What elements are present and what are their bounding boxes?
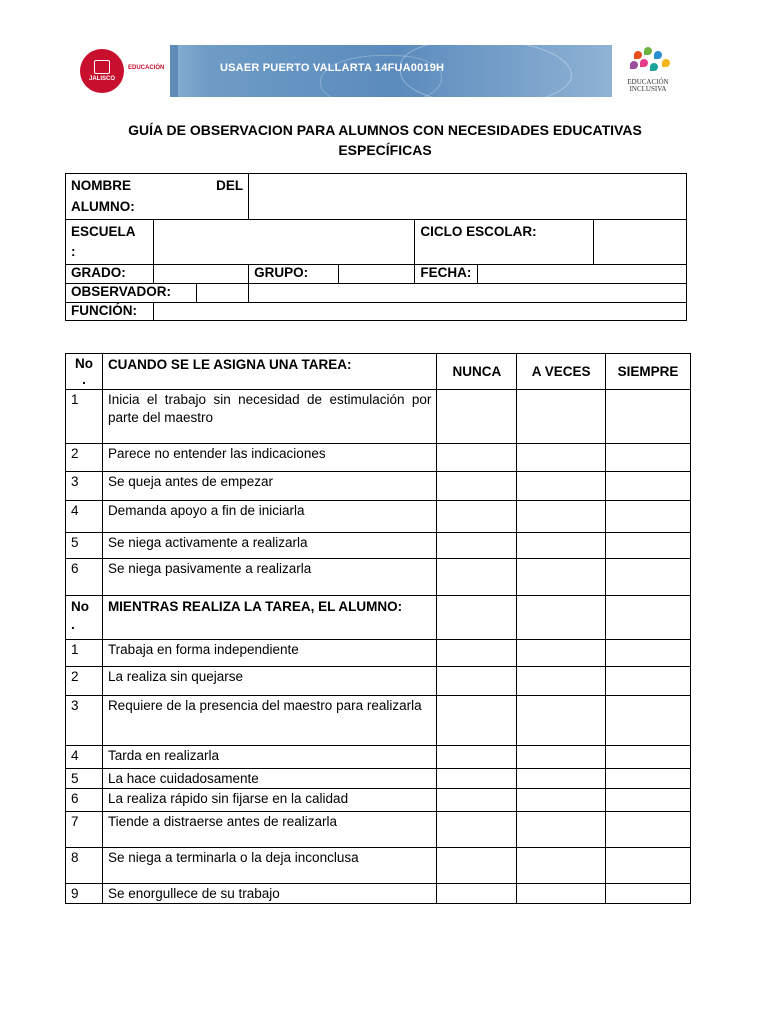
funcion-label: FUNCIÓN: [66, 303, 154, 321]
table-row [66, 444, 691, 472]
siempre-cell[interactable] [606, 533, 691, 559]
a-veces-cell[interactable] [517, 640, 606, 667]
nunca-header: NUNCA [437, 354, 517, 390]
table-row [66, 501, 691, 533]
a-veces-cell[interactable] [517, 789, 606, 812]
grado-field[interactable] [153, 265, 249, 284]
table-row [66, 789, 691, 812]
nunca-cell[interactable] [437, 444, 517, 472]
siempre-cell[interactable] [606, 746, 691, 769]
title-line-2: ESPECÍFICAS [338, 142, 432, 158]
a-veces-cell[interactable] [517, 884, 606, 904]
item-number: 2 [66, 667, 103, 696]
item-text: La hace cuidadosamente [102, 769, 436, 789]
observador-field-start[interactable] [197, 284, 248, 302]
no-header [66, 354, 103, 390]
logo-line2: INCLUSIVA [629, 85, 667, 93]
siempre-cell[interactable] [606, 640, 691, 667]
nunca-cell[interactable] [437, 746, 517, 769]
table-row [66, 812, 691, 848]
a-veces-header: A VECES [517, 354, 606, 390]
nunca-cell[interactable] [437, 884, 517, 904]
alumno-word: ALUMNO: [71, 199, 135, 214]
siempre-cell[interactable] [606, 390, 691, 444]
item-number: 7 [66, 812, 103, 848]
siempre-header: SIEMPRE [606, 354, 691, 390]
nunca-cell[interactable] [437, 559, 517, 596]
item-number: 8 [66, 848, 103, 884]
item-text: Se niega activamente a realizarla [102, 533, 436, 559]
no-header-2b: . [71, 617, 75, 632]
jalisco-logo [80, 49, 124, 93]
item-number: 2 [66, 444, 103, 472]
a-veces-cell[interactable] [517, 746, 606, 769]
item-text: Se niega a terminarla o la deja inconclusa [102, 848, 436, 884]
item-text: Demanda apoyo a fin de iniciarla [102, 501, 436, 533]
item-text: Se queja antes de empezar [102, 472, 436, 501]
item-number: 3 [66, 696, 103, 746]
grupo-field[interactable] [339, 265, 415, 284]
document-title [60, 120, 710, 160]
item-text: Tarda en realizarla [102, 746, 436, 769]
item-number: 9 [66, 884, 103, 904]
item-text: La realiza sin quejarse [102, 667, 436, 696]
banner-stripe [170, 45, 178, 97]
item-number: 4 [66, 746, 103, 769]
nunca-cell[interactable] [437, 596, 517, 640]
table-row [66, 769, 691, 789]
section-2-header: MIENTRAS REALIZA LA TAREA, EL ALUMNO: [102, 596, 436, 640]
item-text: Se niega pasivamente a realizarla [102, 559, 436, 596]
nunca-cell[interactable] [437, 501, 517, 533]
nunca-cell[interactable] [437, 812, 517, 848]
item-number: 4 [66, 501, 103, 533]
table-row [66, 667, 691, 696]
no-header-2 [66, 596, 103, 640]
table-row [66, 533, 691, 559]
item-number: 1 [66, 640, 103, 667]
siempre-cell[interactable] [606, 596, 691, 640]
title-line-1: GUÍA DE OBSERVACION PARA ALUMNOS CON NECESIDADES EDUCATIVAS [128, 122, 642, 138]
fecha-label: FECHA: [415, 265, 478, 284]
escuela-colon: : [71, 244, 76, 259]
siempre-cell[interactable] [606, 884, 691, 904]
observador-label: OBSERVADOR: [66, 284, 197, 302]
item-number: 6 [66, 559, 103, 596]
a-veces-cell[interactable] [517, 559, 606, 596]
nunca-cell[interactable] [437, 848, 517, 884]
a-veces-cell[interactable] [517, 533, 606, 559]
nombre-label [66, 174, 249, 220]
siempre-cell[interactable] [606, 769, 691, 789]
header-banner [70, 45, 612, 97]
item-text: Trabaja en forma independiente [102, 640, 436, 667]
a-veces-cell[interactable] [517, 848, 606, 884]
item-number: 5 [66, 769, 103, 789]
a-veces-cell[interactable] [517, 667, 606, 696]
observador-field[interactable] [249, 284, 687, 303]
siempre-cell[interactable] [606, 472, 691, 501]
educacion-label: EDUCACIÓN [128, 65, 165, 71]
table-row [66, 746, 691, 769]
siempre-cell[interactable] [606, 559, 691, 596]
item-text: La realiza rápido sin fijarse en la calidad [102, 789, 436, 812]
nunca-cell[interactable] [437, 533, 517, 559]
nunca-cell[interactable] [437, 667, 517, 696]
funcion-field[interactable] [153, 303, 686, 321]
table-row [66, 472, 691, 501]
banner-title: USAER PUERTO VALLARTA 14FUA0019H [220, 62, 445, 74]
table-row [66, 696, 691, 746]
nunca-cell[interactable] [437, 769, 517, 789]
item-text: Tiende a distraerse antes de realizarla [102, 812, 436, 848]
siempre-cell[interactable] [606, 667, 691, 696]
nombre-word: NOMBRE [71, 178, 131, 193]
table-row [66, 884, 691, 904]
siempre-cell[interactable] [606, 812, 691, 848]
nunca-cell[interactable] [437, 789, 517, 812]
educacion-inclusiva-logo [616, 45, 680, 99]
item-number: 6 [66, 789, 103, 812]
a-veces-cell[interactable] [517, 696, 606, 746]
item-text: Parece no entender las indicaciones [102, 444, 436, 472]
escuela-field[interactable] [153, 220, 415, 265]
student-info-table [65, 173, 687, 321]
a-veces-cell[interactable] [517, 501, 606, 533]
a-veces-cell[interactable] [517, 812, 606, 848]
siempre-cell[interactable] [606, 789, 691, 812]
siempre-cell[interactable] [606, 848, 691, 884]
item-number: 1 [66, 390, 103, 444]
no-header-a: No [74, 356, 93, 371]
observation-checklist [65, 353, 691, 904]
grado-label: GRADO: [66, 265, 154, 284]
a-veces-cell[interactable] [517, 444, 606, 472]
table-row [66, 390, 691, 444]
siempre-cell[interactable] [606, 501, 691, 533]
ciclo-label: CICLO ESCOLAR: [415, 220, 594, 265]
section-1-header: CUANDO SE LE ASIGNA UNA TAREA: [102, 354, 436, 390]
jalisco-logo-text: JALISCO [88, 76, 115, 82]
a-veces-cell[interactable] [517, 390, 606, 444]
item-text: Se enorgullece de su trabajo [102, 884, 436, 904]
a-veces-cell[interactable] [517, 596, 606, 640]
ciclo-field[interactable] [594, 220, 687, 265]
table-row [66, 640, 691, 667]
no-header-b: . [82, 372, 86, 387]
siempre-cell[interactable] [606, 444, 691, 472]
nunca-cell[interactable] [437, 696, 517, 746]
observador-row [66, 284, 249, 303]
item-text: Requiere de la presencia del maestro para realizarla [102, 696, 436, 746]
item-number: 3 [66, 472, 103, 501]
a-veces-cell[interactable] [517, 769, 606, 789]
nombre-field[interactable] [249, 174, 687, 220]
escuela-label [66, 220, 154, 265]
del-word: DEL [216, 178, 244, 193]
item-number: 5 [66, 533, 103, 559]
table-row [66, 559, 691, 596]
fecha-field[interactable] [478, 265, 687, 284]
nunca-cell[interactable] [437, 640, 517, 667]
grupo-label: GRUPO: [249, 265, 339, 284]
no-header-2a: No [71, 599, 89, 614]
escuela-word: ESCUELA [71, 224, 136, 239]
logo-line1: EDUCACIÓN [627, 78, 669, 86]
table-row [66, 848, 691, 884]
siempre-cell[interactable] [606, 696, 691, 746]
item-text: Inicia el trabajo sin necesidad de estimulación por parte del maestro [102, 390, 436, 444]
nunca-cell[interactable] [437, 472, 517, 501]
nunca-cell[interactable] [437, 390, 517, 444]
a-veces-cell[interactable] [517, 472, 606, 501]
